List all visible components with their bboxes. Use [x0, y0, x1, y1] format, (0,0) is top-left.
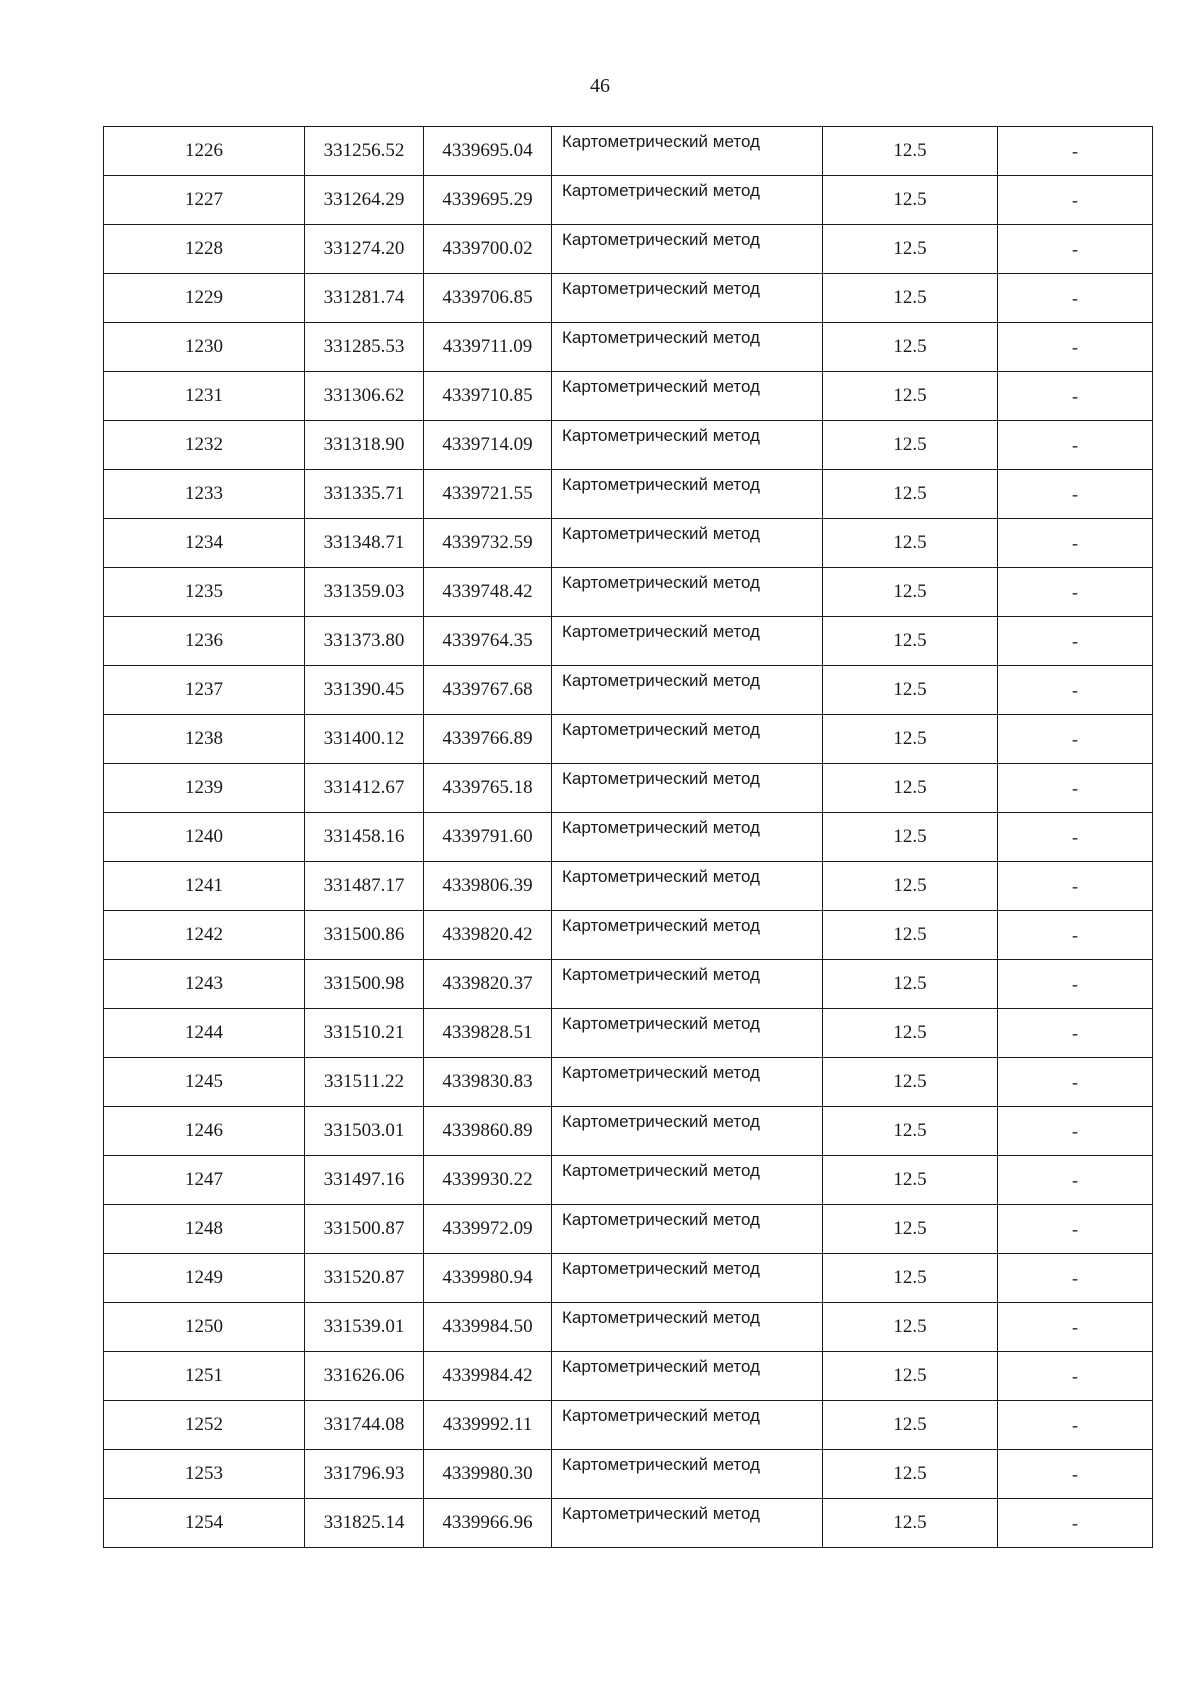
- method-cell: Картометрический метод: [552, 1156, 823, 1205]
- accuracy-cell: 12.5: [823, 1107, 998, 1156]
- method-cell: Картометрический метод: [552, 568, 823, 617]
- point-id-cell: 1249: [104, 1254, 305, 1303]
- method-cell: Картометрический метод: [552, 1058, 823, 1107]
- x-coordinate-cell: 331520.87: [305, 1254, 424, 1303]
- y-coordinate-cell: 4339992.11: [424, 1401, 552, 1450]
- method-cell: Картометрический метод: [552, 323, 823, 372]
- point-id-cell: 1237: [104, 666, 305, 715]
- method-cell: Картометрический метод: [552, 764, 823, 813]
- table-row: [104, 225, 1153, 274]
- note-cell: -: [998, 176, 1153, 225]
- point-id-cell: 1240: [104, 813, 305, 862]
- accuracy-cell: 12.5: [823, 960, 998, 1009]
- x-coordinate-cell: 331500.86: [305, 911, 424, 960]
- method-cell: Картометрический метод: [552, 421, 823, 470]
- y-coordinate-cell: 4339820.37: [424, 960, 552, 1009]
- note-cell: -: [998, 911, 1153, 960]
- point-id-cell: 1244: [104, 1009, 305, 1058]
- table-row: [104, 323, 1153, 372]
- page-number: 46: [590, 75, 610, 97]
- x-coordinate-cell: 331796.93: [305, 1450, 424, 1499]
- table-row: [104, 1401, 1153, 1450]
- method-cell: Картометрический метод: [552, 1107, 823, 1156]
- y-coordinate-cell: 4339766.89: [424, 715, 552, 764]
- y-coordinate-cell: 4339984.50: [424, 1303, 552, 1352]
- note-cell: -: [998, 372, 1153, 421]
- accuracy-cell: 12.5: [823, 1254, 998, 1303]
- note-cell: -: [998, 274, 1153, 323]
- note-cell: -: [998, 1107, 1153, 1156]
- point-id-cell: 1242: [104, 911, 305, 960]
- x-coordinate-cell: 331497.16: [305, 1156, 424, 1205]
- method-cell: Картометрический метод: [552, 127, 823, 176]
- y-coordinate-cell: 4339966.96: [424, 1499, 552, 1548]
- accuracy-cell: 12.5: [823, 1450, 998, 1499]
- method-cell: Картометрический метод: [552, 1303, 823, 1352]
- table-row: [104, 372, 1153, 421]
- point-id-cell: 1247: [104, 1156, 305, 1205]
- table-row: [104, 1254, 1153, 1303]
- point-id-cell: 1250: [104, 1303, 305, 1352]
- point-id-cell: 1227: [104, 176, 305, 225]
- table-row: [104, 274, 1153, 323]
- x-coordinate-cell: 331264.29: [305, 176, 424, 225]
- accuracy-cell: 12.5: [823, 1205, 998, 1254]
- table-row: [104, 176, 1153, 225]
- y-coordinate-cell: 4339695.04: [424, 127, 552, 176]
- method-cell: Картометрический метод: [552, 176, 823, 225]
- note-cell: -: [998, 1499, 1153, 1548]
- table-row: [104, 813, 1153, 862]
- y-coordinate-cell: 4339714.09: [424, 421, 552, 470]
- note-cell: -: [998, 1401, 1153, 1450]
- x-coordinate-cell: 331285.53: [305, 323, 424, 372]
- accuracy-cell: 12.5: [823, 421, 998, 470]
- x-coordinate-cell: 331274.20: [305, 225, 424, 274]
- y-coordinate-cell: 4339980.30: [424, 1450, 552, 1499]
- x-coordinate-cell: 331503.01: [305, 1107, 424, 1156]
- y-coordinate-cell: 4339860.89: [424, 1107, 552, 1156]
- note-cell: -: [998, 1009, 1153, 1058]
- y-coordinate-cell: 4339980.94: [424, 1254, 552, 1303]
- point-id-cell: 1245: [104, 1058, 305, 1107]
- y-coordinate-cell: 4339828.51: [424, 1009, 552, 1058]
- y-coordinate-cell: 4339972.09: [424, 1205, 552, 1254]
- table-row: [104, 764, 1153, 813]
- x-coordinate-cell: 331510.21: [305, 1009, 424, 1058]
- accuracy-cell: 12.5: [823, 911, 998, 960]
- method-cell: Картометрический метод: [552, 911, 823, 960]
- y-coordinate-cell: 4339732.59: [424, 519, 552, 568]
- note-cell: -: [998, 1254, 1153, 1303]
- table-row: [104, 470, 1153, 519]
- method-cell: Картометрический метод: [552, 519, 823, 568]
- note-cell: -: [998, 1303, 1153, 1352]
- accuracy-cell: 12.5: [823, 519, 998, 568]
- accuracy-cell: 12.5: [823, 813, 998, 862]
- note-cell: -: [998, 1205, 1153, 1254]
- y-coordinate-cell: 4339765.18: [424, 764, 552, 813]
- point-id-cell: 1236: [104, 617, 305, 666]
- note-cell: -: [998, 1058, 1153, 1107]
- table-row: [104, 911, 1153, 960]
- note-cell: -: [998, 323, 1153, 372]
- method-cell: Картометрический метод: [552, 372, 823, 421]
- x-coordinate-cell: 331306.62: [305, 372, 424, 421]
- x-coordinate-cell: 331318.90: [305, 421, 424, 470]
- accuracy-cell: 12.5: [823, 715, 998, 764]
- point-id-cell: 1251: [104, 1352, 305, 1401]
- x-coordinate-cell: 331359.03: [305, 568, 424, 617]
- x-coordinate-cell: 331626.06: [305, 1352, 424, 1401]
- x-coordinate-cell: 331256.52: [305, 127, 424, 176]
- method-cell: Картометрический метод: [552, 1254, 823, 1303]
- point-id-cell: 1252: [104, 1401, 305, 1450]
- y-coordinate-cell: 4339700.02: [424, 225, 552, 274]
- y-coordinate-cell: 4339820.42: [424, 911, 552, 960]
- method-cell: Картометрический метод: [552, 1009, 823, 1058]
- method-cell: Картометрический метод: [552, 715, 823, 764]
- method-cell: Картометрический метод: [552, 617, 823, 666]
- note-cell: -: [998, 715, 1153, 764]
- accuracy-cell: 12.5: [823, 862, 998, 911]
- x-coordinate-cell: 331500.87: [305, 1205, 424, 1254]
- note-cell: -: [998, 568, 1153, 617]
- x-coordinate-cell: 331458.16: [305, 813, 424, 862]
- point-id-cell: 1248: [104, 1205, 305, 1254]
- accuracy-cell: 12.5: [823, 225, 998, 274]
- x-coordinate-cell: 331400.12: [305, 715, 424, 764]
- note-cell: -: [998, 862, 1153, 911]
- method-cell: Картометрический метод: [552, 862, 823, 911]
- method-cell: Картометрический метод: [552, 666, 823, 715]
- method-cell: Картометрический метод: [552, 225, 823, 274]
- method-cell: Картометрический метод: [552, 1352, 823, 1401]
- point-id-cell: 1229: [104, 274, 305, 323]
- note-cell: -: [998, 1352, 1153, 1401]
- note-cell: -: [998, 470, 1153, 519]
- accuracy-cell: 12.5: [823, 1352, 998, 1401]
- note-cell: -: [998, 421, 1153, 470]
- x-coordinate-cell: 331373.80: [305, 617, 424, 666]
- table-row: [104, 1107, 1153, 1156]
- accuracy-cell: 12.5: [823, 1303, 998, 1352]
- accuracy-cell: 12.5: [823, 127, 998, 176]
- x-coordinate-cell: 331335.71: [305, 470, 424, 519]
- point-id-cell: 1232: [104, 421, 305, 470]
- table-row: [104, 617, 1153, 666]
- method-cell: Картометрический метод: [552, 813, 823, 862]
- note-cell: -: [998, 666, 1153, 715]
- accuracy-cell: 12.5: [823, 1058, 998, 1107]
- point-id-cell: 1235: [104, 568, 305, 617]
- table-row: [104, 666, 1153, 715]
- table-row: [104, 1352, 1153, 1401]
- note-cell: -: [998, 960, 1153, 1009]
- y-coordinate-cell: 4339767.68: [424, 666, 552, 715]
- point-id-cell: 1246: [104, 1107, 305, 1156]
- table-row: [104, 519, 1153, 568]
- accuracy-cell: 12.5: [823, 617, 998, 666]
- accuracy-cell: 12.5: [823, 470, 998, 519]
- table-row: [104, 1499, 1153, 1548]
- y-coordinate-cell: 4339764.35: [424, 617, 552, 666]
- accuracy-cell: 12.5: [823, 1401, 998, 1450]
- note-cell: -: [998, 764, 1153, 813]
- y-coordinate-cell: 4339791.60: [424, 813, 552, 862]
- method-cell: Картометрический метод: [552, 960, 823, 1009]
- point-id-cell: 1238: [104, 715, 305, 764]
- method-cell: Картометрический метод: [552, 1401, 823, 1450]
- note-cell: -: [998, 617, 1153, 666]
- table-row: [104, 568, 1153, 617]
- accuracy-cell: 12.5: [823, 323, 998, 372]
- point-id-cell: 1241: [104, 862, 305, 911]
- x-coordinate-cell: 331744.08: [305, 1401, 424, 1450]
- method-cell: Картометрический метод: [552, 274, 823, 323]
- table-row: [104, 960, 1153, 1009]
- y-coordinate-cell: 4339830.83: [424, 1058, 552, 1107]
- accuracy-cell: 12.5: [823, 1156, 998, 1205]
- y-coordinate-cell: 4339711.09: [424, 323, 552, 372]
- point-id-cell: 1234: [104, 519, 305, 568]
- x-coordinate-cell: 331511.22: [305, 1058, 424, 1107]
- method-cell: Картометрический метод: [552, 1499, 823, 1548]
- accuracy-cell: 12.5: [823, 372, 998, 421]
- table-row: [104, 1205, 1153, 1254]
- accuracy-cell: 12.5: [823, 666, 998, 715]
- x-coordinate-cell: 331281.74: [305, 274, 424, 323]
- y-coordinate-cell: 4339695.29: [424, 176, 552, 225]
- table-row: [104, 421, 1153, 470]
- note-cell: -: [998, 1156, 1153, 1205]
- accuracy-cell: 12.5: [823, 1499, 998, 1548]
- point-id-cell: 1253: [104, 1450, 305, 1499]
- y-coordinate-cell: 4339806.39: [424, 862, 552, 911]
- point-id-cell: 1231: [104, 372, 305, 421]
- x-coordinate-cell: 331500.98: [305, 960, 424, 1009]
- table-row: [104, 1058, 1153, 1107]
- table-row: [104, 862, 1153, 911]
- x-coordinate-cell: 331825.14: [305, 1499, 424, 1548]
- note-cell: -: [998, 519, 1153, 568]
- y-coordinate-cell: 4339710.85: [424, 372, 552, 421]
- accuracy-cell: 12.5: [823, 568, 998, 617]
- point-id-cell: 1243: [104, 960, 305, 1009]
- x-coordinate-cell: 331412.67: [305, 764, 424, 813]
- y-coordinate-cell: 4339721.55: [424, 470, 552, 519]
- point-id-cell: 1239: [104, 764, 305, 813]
- note-cell: -: [998, 225, 1153, 274]
- point-id-cell: 1233: [104, 470, 305, 519]
- table-row: [104, 1303, 1153, 1352]
- accuracy-cell: 12.5: [823, 1009, 998, 1058]
- method-cell: Картометрический метод: [552, 470, 823, 519]
- coordinates-table: [103, 126, 1153, 1548]
- method-cell: Картометрический метод: [552, 1205, 823, 1254]
- point-id-cell: 1254: [104, 1499, 305, 1548]
- method-cell: Картометрический метод: [552, 1450, 823, 1499]
- accuracy-cell: 12.5: [823, 176, 998, 225]
- table-row: [104, 1156, 1153, 1205]
- x-coordinate-cell: 331487.17: [305, 862, 424, 911]
- accuracy-cell: 12.5: [823, 764, 998, 813]
- point-id-cell: 1230: [104, 323, 305, 372]
- point-id-cell: 1228: [104, 225, 305, 274]
- note-cell: -: [998, 813, 1153, 862]
- table-row: [104, 127, 1153, 176]
- point-id-cell: 1226: [104, 127, 305, 176]
- y-coordinate-cell: 4339984.42: [424, 1352, 552, 1401]
- table-row: [104, 1450, 1153, 1499]
- y-coordinate-cell: 4339748.42: [424, 568, 552, 617]
- x-coordinate-cell: 331539.01: [305, 1303, 424, 1352]
- note-cell: -: [998, 1450, 1153, 1499]
- note-cell: -: [998, 127, 1153, 176]
- x-coordinate-cell: 331390.45: [305, 666, 424, 715]
- coordinates-table-body: [104, 127, 1153, 1548]
- accuracy-cell: 12.5: [823, 274, 998, 323]
- y-coordinate-cell: 4339930.22: [424, 1156, 552, 1205]
- table-row: [104, 1009, 1153, 1058]
- table-row: [104, 715, 1153, 764]
- y-coordinate-cell: 4339706.85: [424, 274, 552, 323]
- x-coordinate-cell: 331348.71: [305, 519, 424, 568]
